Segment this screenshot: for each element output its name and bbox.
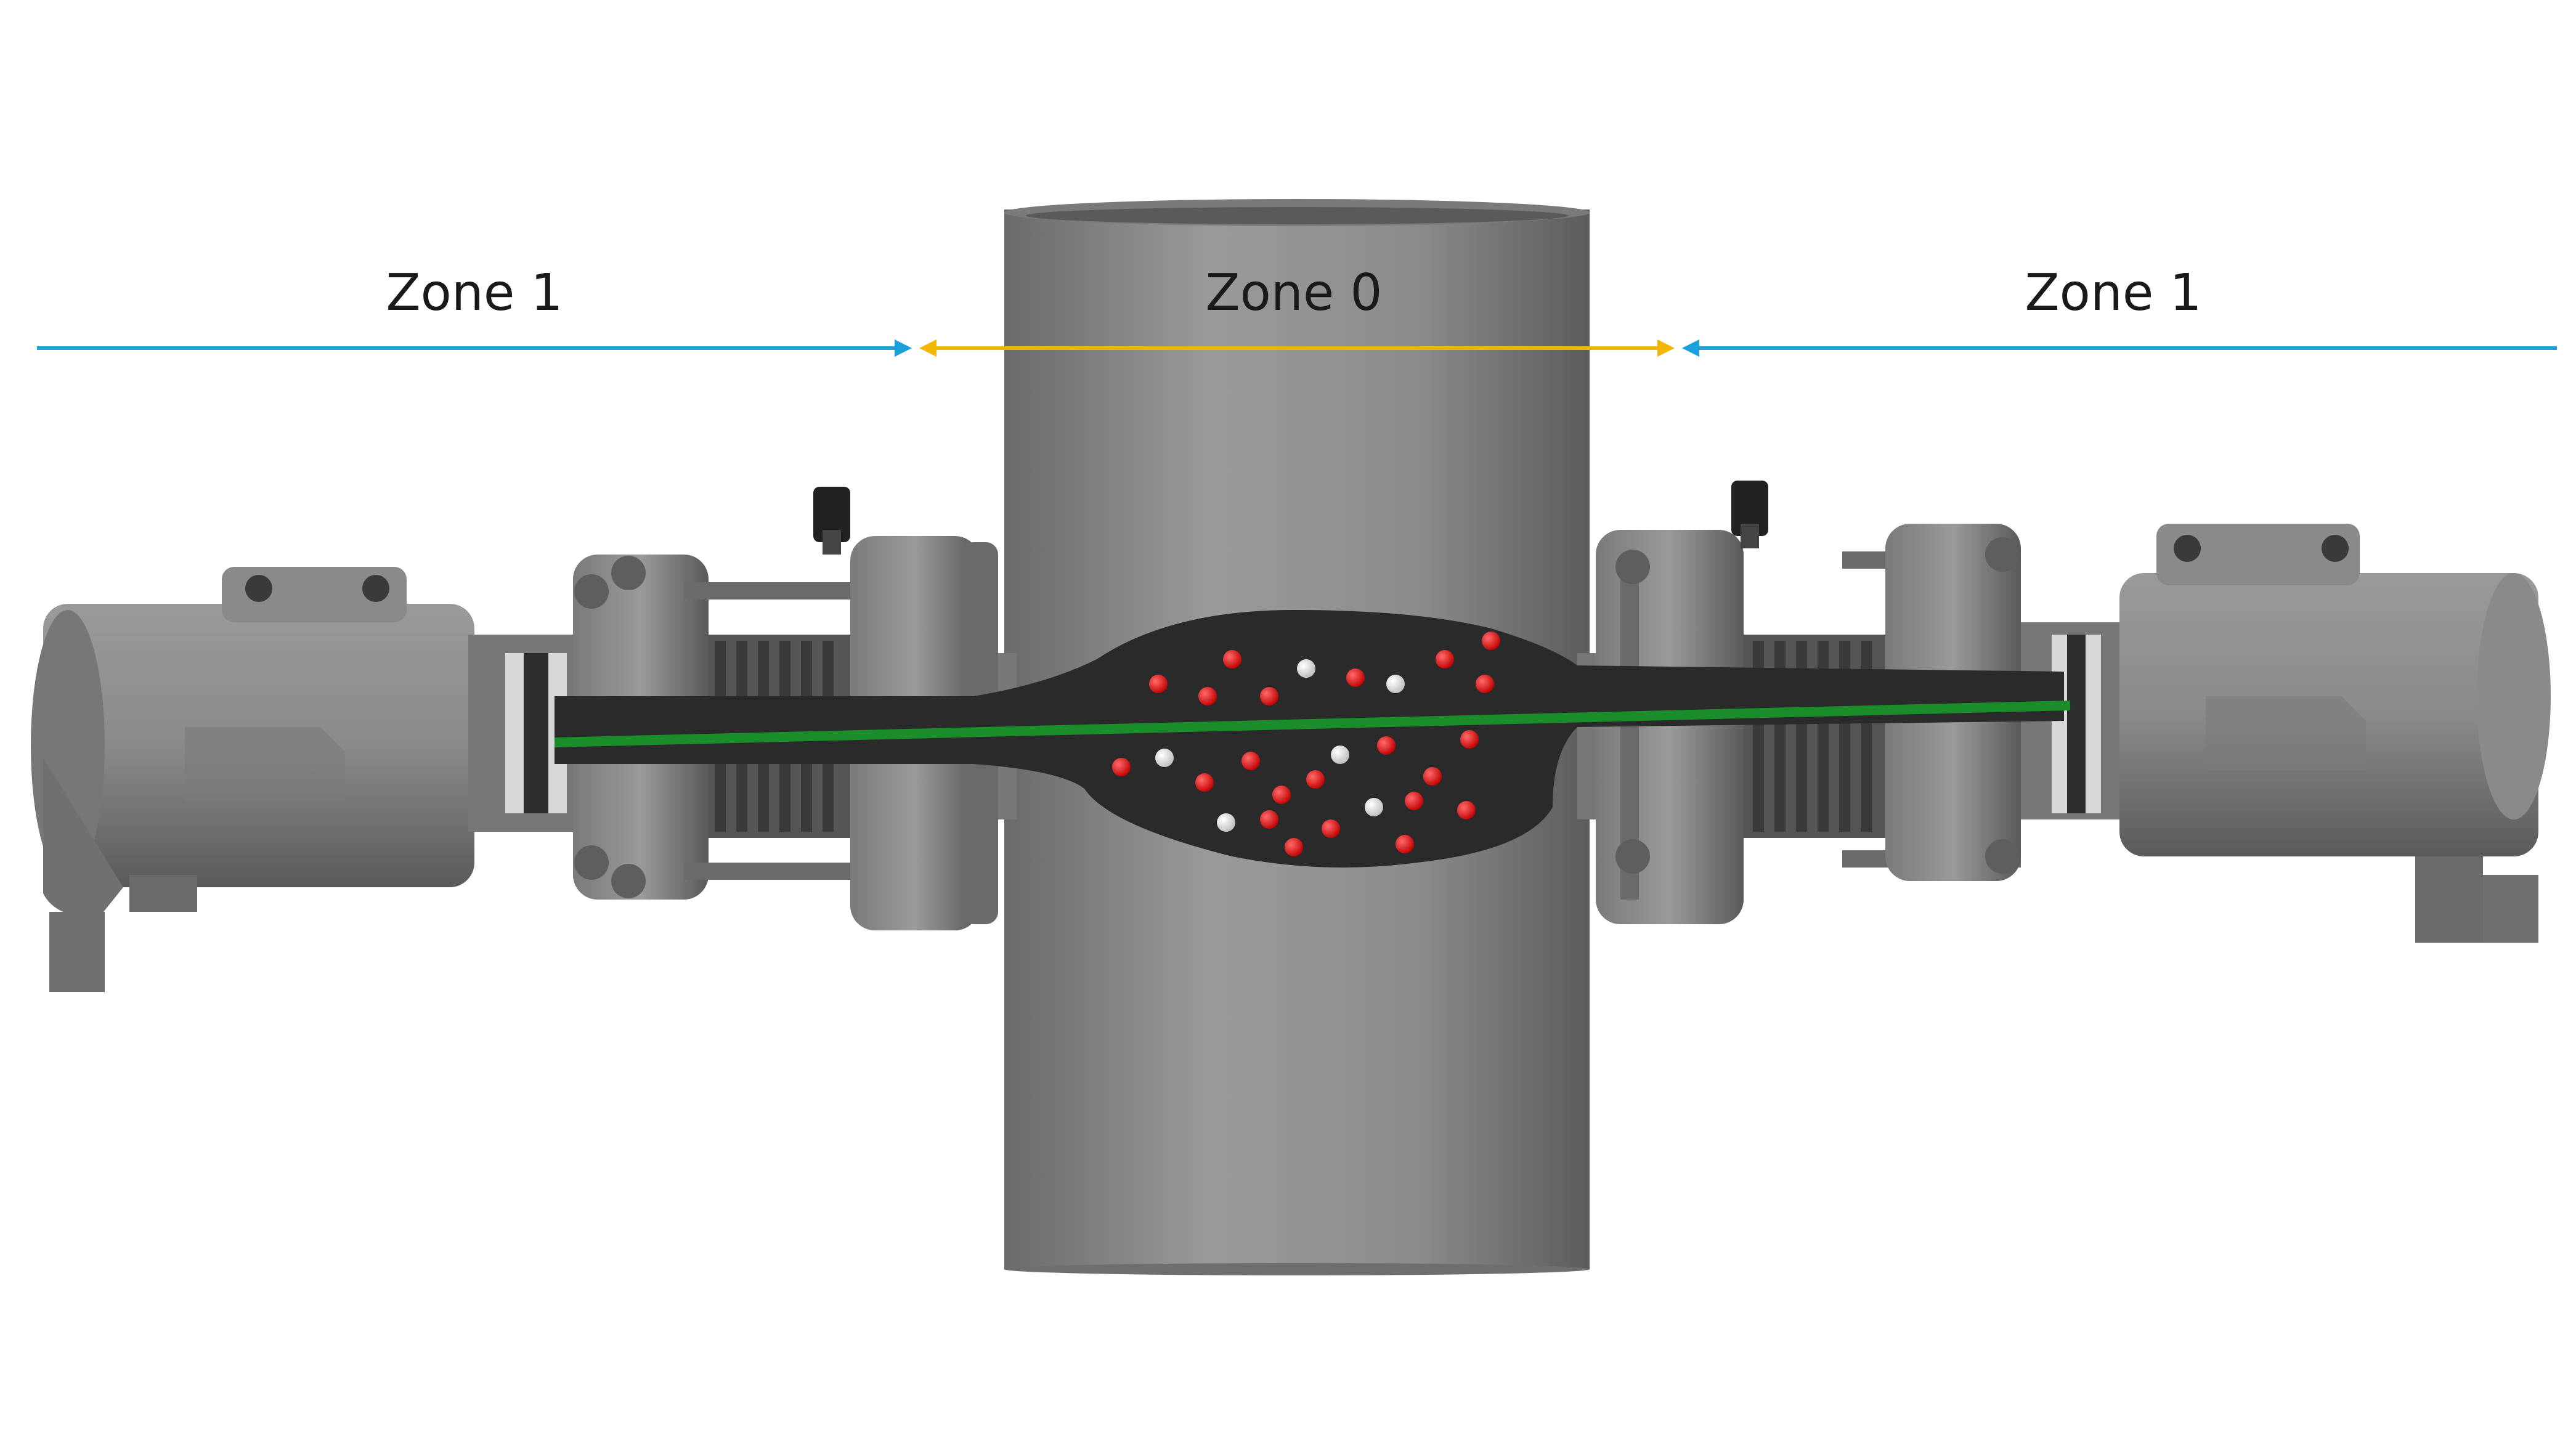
molecule-white <box>1155 749 1174 767</box>
molecule-red <box>1260 810 1278 829</box>
molecule-red <box>1460 730 1479 749</box>
molecule-red <box>1423 767 1442 786</box>
molecule-red <box>1396 835 1414 853</box>
molecule-red <box>1285 838 1303 856</box>
zone-0-label: Zone 0 <box>1205 264 1383 322</box>
molecule-red <box>1476 675 1494 693</box>
zone-1-left-label: Zone 1 <box>386 264 563 322</box>
molecule-red <box>1322 819 1340 838</box>
molecule-red <box>1198 687 1217 705</box>
molecule-red <box>1377 736 1396 755</box>
molecule-red <box>1195 773 1214 792</box>
molecule-white <box>1386 675 1405 693</box>
zone-1-right-label: Zone 1 <box>2025 264 2202 322</box>
molecule-red <box>1306 770 1325 789</box>
molecule-red <box>1223 650 1241 669</box>
molecule-white <box>1331 746 1349 764</box>
molecule-white <box>1297 659 1315 678</box>
molecule-white <box>1365 798 1383 816</box>
molecule-red <box>1482 632 1500 650</box>
molecule-red <box>1405 792 1423 810</box>
molecule-red <box>1272 786 1291 804</box>
molecule-red <box>1149 675 1168 693</box>
molecule-red <box>1260 687 1278 705</box>
molecule-red <box>1436 650 1454 669</box>
molecule-red <box>1346 669 1365 687</box>
molecule-red <box>1112 758 1131 776</box>
molecule-white <box>1217 813 1235 832</box>
molecule-red <box>1241 752 1260 770</box>
molecule-red <box>1457 801 1476 819</box>
